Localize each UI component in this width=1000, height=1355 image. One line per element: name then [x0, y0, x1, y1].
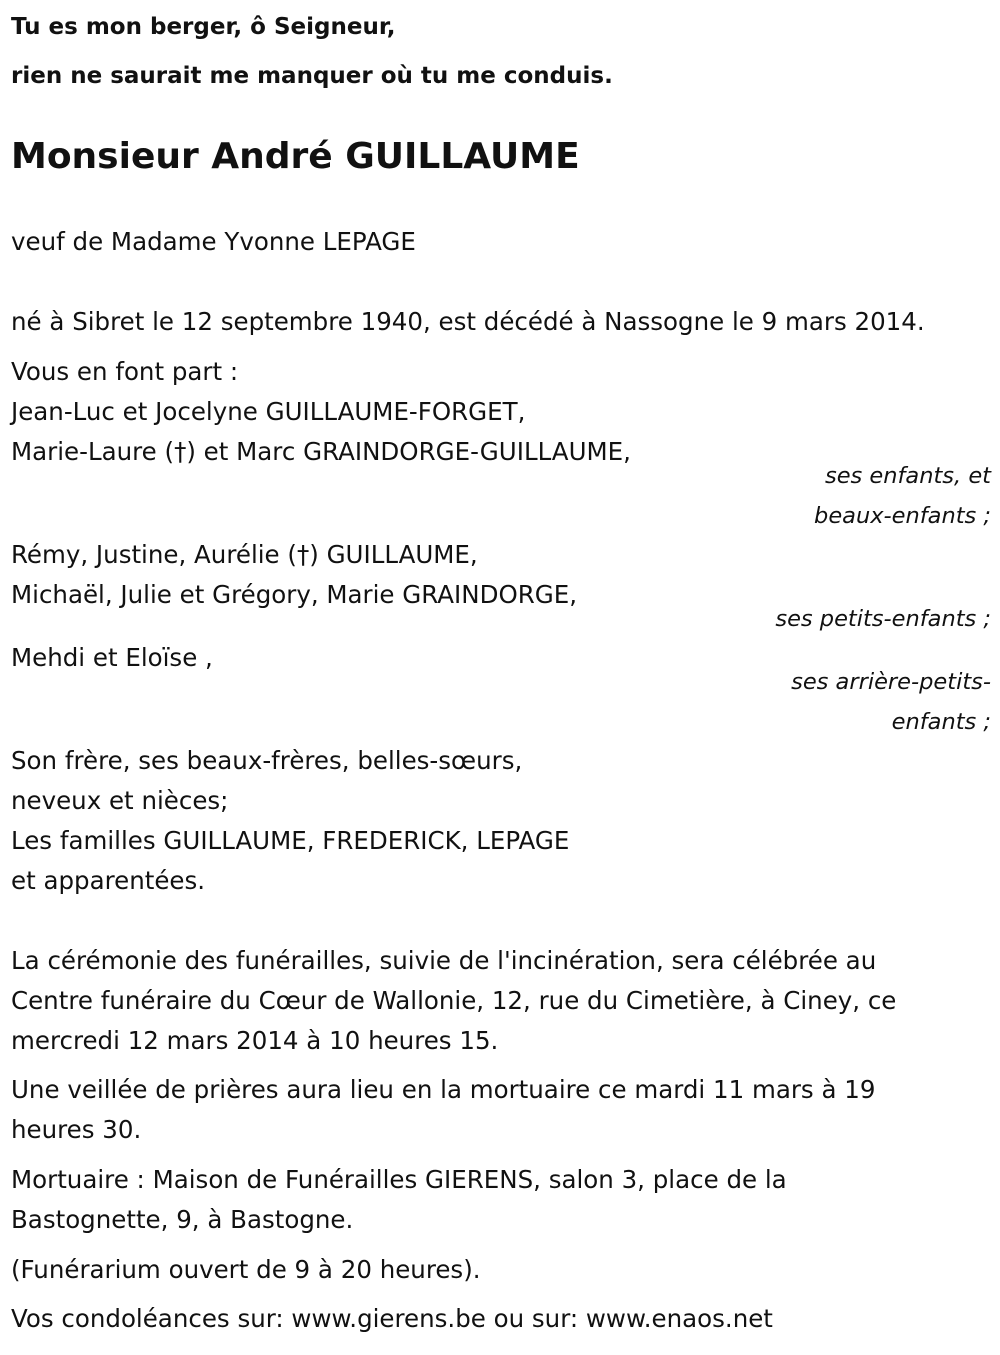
family-line: Les familles GUILLAUME, FREDERICK, LEPAGE: [11, 826, 570, 855]
vigil-line: heures 30.: [11, 1115, 142, 1144]
mortuary-line: Mortuaire : Maison de Funérailles GIERENS, salon 3, place de la: [11, 1165, 787, 1194]
funerarium-hours: (Funérarium ouvert de 9 à 20 heures).: [11, 1255, 481, 1284]
grandchildren-role: ses petits-enfants ;: [775, 606, 991, 632]
verse-line-2: rien ne saurait me manquer où tu me conduis.: [11, 63, 613, 89]
family-line: neveux et nièces;: [11, 786, 229, 815]
children-role-line-2: beaux-enfants ;: [814, 503, 991, 529]
deceased-name: Monsieur André GUILLAUME: [11, 136, 580, 177]
spouse-line: veuf de Madame Yvonne LEPAGE: [11, 227, 416, 256]
great-grandchildren-role-line-2: enfants ;: [891, 709, 991, 735]
verse-line-1: Tu es mon berger, ô Seigneur,: [11, 14, 396, 40]
ceremony-line: mercredi 12 mars 2014 à 10 heures 15.: [11, 1026, 499, 1055]
birth-death-line: né à Sibret le 12 septembre 1940, est décédé à Nassogne le 9 mars 2014.: [11, 307, 925, 336]
great-grandchildren-role-line-1: ses arrière-petits-: [791, 669, 991, 695]
announcement-intro: Vous en font part :: [11, 357, 239, 386]
child-line: Jean-Luc et Jocelyne GUILLAUME-FORGET,: [11, 397, 526, 426]
children-role-line-1: ses enfants, et: [824, 463, 991, 489]
ceremony-line: La cérémonie des funérailles, suivie de l'incinération, sera célébrée au: [11, 946, 877, 975]
great-grandchildren-line: Mehdi et Eloïse ,: [11, 643, 213, 672]
family-line: et apparentées.: [11, 866, 206, 895]
family-line: Son frère, ses beaux-frères, belles-sœurs,: [11, 746, 523, 775]
condolences-line: Vos condoléances sur: www.gierens.be ou sur: www.enaos.net: [11, 1304, 773, 1333]
grandchild-line: Michaël, Julie et Grégory, Marie GRAINDORGE,: [11, 580, 578, 609]
vigil-line: Une veillée de prières aura lieu en la mortuaire ce mardi 11 mars à 19: [11, 1075, 876, 1104]
mortuary-line: Bastognette, 9, à Bastogne.: [11, 1205, 354, 1234]
child-line: Marie-Laure (†) et Marc GRAINDORGE-GUILLAUME,: [11, 437, 631, 466]
grandchild-line: Rémy, Justine, Aurélie (†) GUILLAUME,: [11, 540, 478, 569]
ceremony-line: Centre funéraire du Cœur de Wallonie, 12, rue du Cimetière, à Ciney, ce: [11, 986, 897, 1015]
